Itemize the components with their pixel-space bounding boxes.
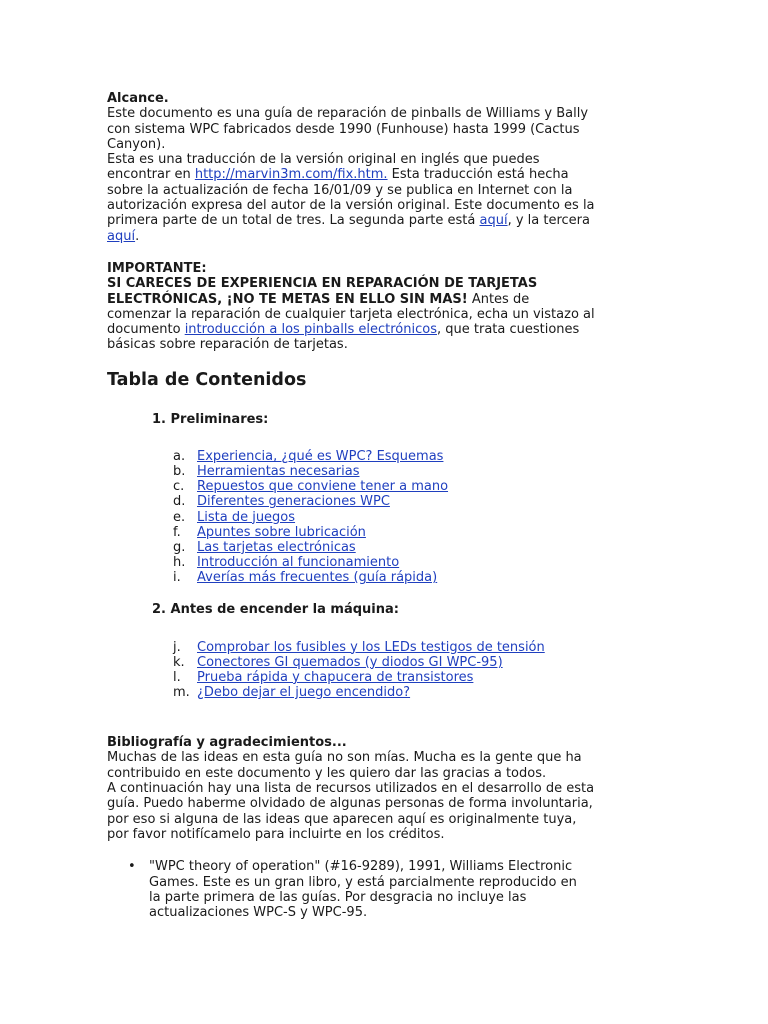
toc-link[interactable]: Comprobar los fusibles y los LEDs testigos de tensión <box>197 639 545 655</box>
scope-text-d: . <box>135 228 140 244</box>
toc-item <box>107 655 597 670</box>
bibliography-list <box>107 859 597 920</box>
toc-link[interactable]: Lista de juegos <box>197 509 296 525</box>
toc-section-1 <box>107 412 597 586</box>
scope-section <box>107 91 597 244</box>
toc-item-letter: k. <box>173 654 185 670</box>
toc-link[interactable]: Averías más frecuentes (guía rápida) <box>197 570 438 586</box>
scope-text-a: Esta es una traducción de la versión original en inglés que puedes encontrar en <box>107 152 540 183</box>
scope-paragraph-1: Este documento es una guía de reparación de pinballs de Williams y Bally con sistema WPC fabricados desde 1990 (Funhouse) hasta 1999 (Cactus Canyon). <box>107 106 589 152</box>
important-text-b: , que trata cuestiones básicas sobre reparación de tarjetas. <box>107 322 580 353</box>
toc-item <box>107 570 597 585</box>
toc-item <box>107 510 597 525</box>
toc-item <box>107 685 597 700</box>
bibliography-section <box>107 735 597 920</box>
toc-link[interactable]: Introducción al funcionamiento <box>197 555 400 571</box>
bullet-icon: • <box>128 859 136 875</box>
toc-item-letter: h. <box>173 555 186 571</box>
toc-link[interactable]: Herramientas necesarias <box>197 464 360 480</box>
list-item <box>107 859 597 920</box>
important-paragraph <box>107 276 597 352</box>
bibliography-item-text: "WPC theory of operation" (#16-9289), 1991, Williams Electronic Games. Este es un gran libro, y está parcialmente reproducido en la parte primera de las guías. Por desgracia no incluye las actualizaciones WPC-S y WPC-95. <box>149 859 577 921</box>
toc-item <box>107 670 597 685</box>
toc-link[interactable]: Diferentes generaciones WPC <box>197 494 390 510</box>
toc-link[interactable]: Prueba rápida y chapucera de transistores <box>197 669 474 685</box>
toc-list <box>107 640 597 701</box>
toc-section-title: 1. Preliminares: <box>152 411 269 427</box>
toc-item-letter: b. <box>173 464 186 480</box>
toc-item <box>107 494 597 509</box>
toc-section-2 <box>107 602 597 700</box>
toc-item <box>107 525 597 540</box>
toc-item-letter: g. <box>173 539 186 555</box>
important-text-a: Antes de comenzar la reparación de cualquier tarjeta electrónica, echa un vistazo al documento <box>107 291 595 338</box>
toc-item-letter: e. <box>173 509 186 525</box>
toc-section-title: 2. Antes de encender la máquina: <box>152 602 399 618</box>
toc-link[interactable]: ¿Debo dejar el juego encendido? <box>197 685 411 701</box>
toc-link[interactable]: Las tarjetas electrónicas <box>197 539 356 555</box>
toc-item <box>107 479 597 494</box>
toc-item-letter: d. <box>173 494 186 510</box>
scope-paragraph-2 <box>107 152 597 244</box>
toc-item <box>107 640 597 655</box>
part-three-link[interactable]: aquí <box>107 228 136 244</box>
toc-item-letter: f. <box>173 524 181 540</box>
important-warning: SI CARECES DE EXPERIENCIA EN REPARACIÓN DE TARJETAS ELECTRÓNICAS, ¡NO TE METAS EN ELLO SIN MAS! <box>107 276 538 307</box>
toc-item-letter: i. <box>173 570 181 586</box>
toc-item <box>107 464 597 479</box>
toc-item <box>107 449 597 464</box>
toc-list <box>107 449 597 585</box>
intro-pinballs-link[interactable]: introducción a los pinballs electrónicos <box>184 322 437 338</box>
toc-item-letter: m. <box>173 685 190 701</box>
part-two-link[interactable]: aquí <box>479 213 508 229</box>
important-heading: IMPORTANTE: <box>107 260 207 276</box>
scope-heading: Alcance. <box>107 91 169 106</box>
toc-item-letter: l. <box>173 669 181 685</box>
scope-text-b: Esta traducción está hecha sobre la actualización de fecha 16/01/09 y se publica en Internet con la autorización expresa del autor de la versión original. Este documento es la primera parte de un total de tres. La segunda parte está <box>107 167 595 229</box>
toc-item <box>107 540 597 555</box>
toc-title: Tabla de Contenidos <box>107 369 307 390</box>
toc-item <box>107 555 597 570</box>
toc-item-letter: c. <box>173 479 185 495</box>
important-section <box>107 261 597 353</box>
toc-link[interactable]: Experiencia, ¿qué es WPC? Esquemas <box>197 449 444 465</box>
bibliography-paragraph-2: A continuación hay una lista de recursos utilizados en el desarrollo de esta guía. Puedo haberme olvidado de algunas personas de forma involuntaria, por eso si alguna de las ideas que aparecen aquí es originalmente tuya, por favor notifícamelo para incluirte en los créditos. <box>107 781 595 842</box>
document-body <box>107 91 597 920</box>
toc-item-letter: a. <box>173 449 186 465</box>
scope-text-c: , y la tercera <box>507 213 590 229</box>
bibliography-heading: Bibliografía y agradecimientos... <box>107 735 347 751</box>
toc-link[interactable]: Conectores GI quemados (y diodos GI WPC-95) <box>197 654 503 670</box>
toc-link[interactable]: Repuestos que conviene tener a mano <box>197 479 449 495</box>
toc-link[interactable]: Apuntes sobre lubricación <box>197 524 366 540</box>
original-version-link[interactable]: http://marvin3m.com/fix.htm. <box>194 167 388 183</box>
bibliography-paragraph-1: Muchas de las ideas en esta guía no son mías. Mucha es la gente que ha contribuido en este documento y les quiero dar las gracias a todos. <box>107 750 582 781</box>
toc-item-letter: j. <box>173 639 181 655</box>
